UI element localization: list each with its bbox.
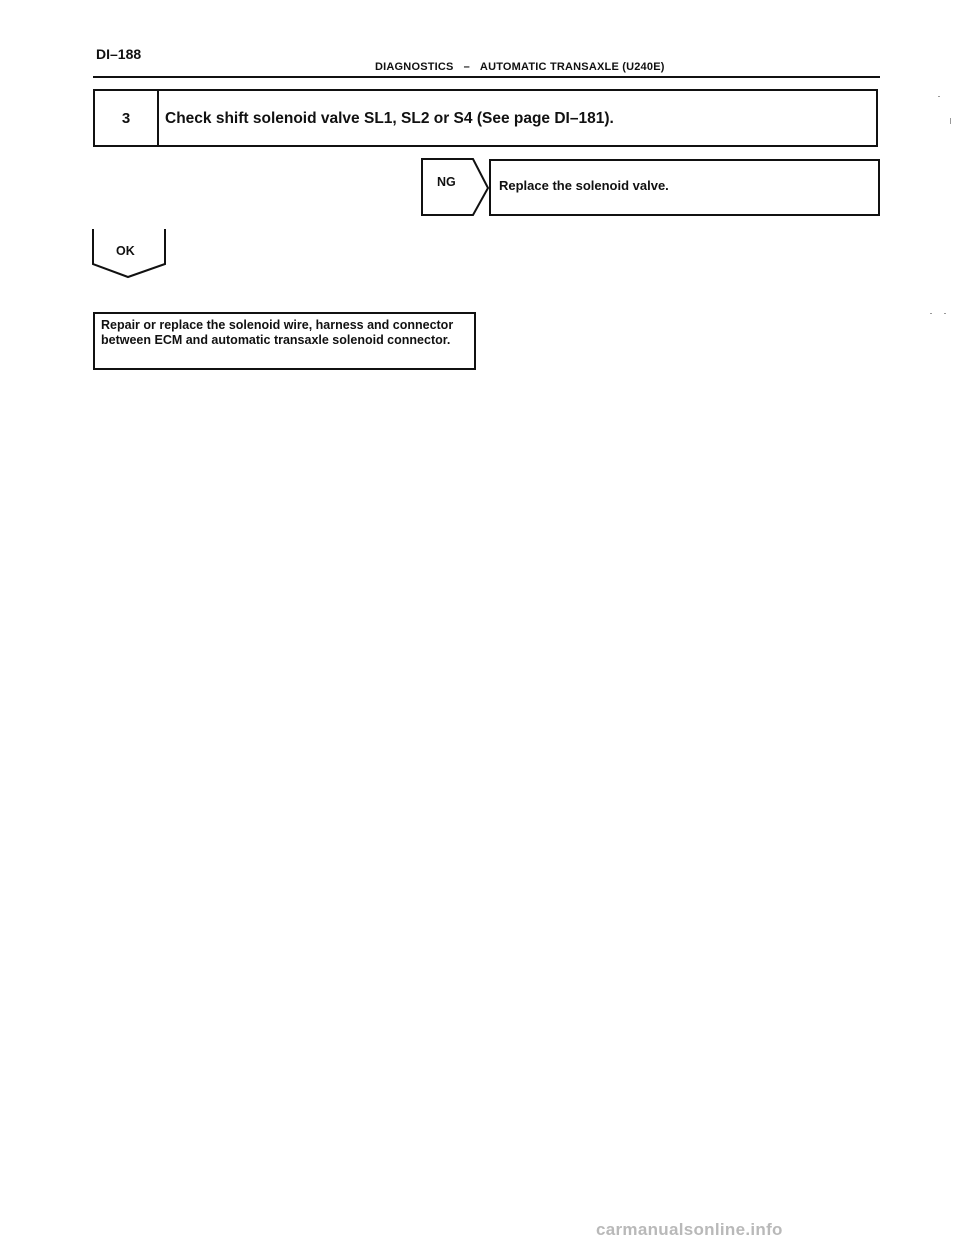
header-subsection: AUTOMATIC TRANSAXLE (U240E)	[479, 61, 665, 73]
scan-speck	[938, 96, 940, 97]
header-section: DIAGNOSTICS	[375, 61, 454, 73]
ng-label: NG	[437, 175, 456, 189]
ng-result-text: Replace the solenoid valve.	[499, 178, 669, 193]
scan-speck	[944, 313, 946, 314]
ng-tab	[421, 158, 493, 218]
header-separator: –	[463, 61, 470, 73]
watermark: carmanualsonline.info	[596, 1220, 783, 1239]
page-number: DI–188	[96, 46, 142, 62]
header-title	[375, 61, 665, 73]
step-instruction: Check shift solenoid valve SL1, SL2 or S4 (See page DI–181).	[165, 110, 614, 127]
ng-result-box	[489, 159, 880, 216]
ok-label: OK	[116, 244, 135, 258]
scan-speck	[930, 313, 932, 314]
header-rule	[93, 76, 880, 78]
step-box	[93, 89, 878, 147]
ok-action-box	[93, 312, 476, 370]
scan-speck	[950, 118, 951, 124]
ok-action-text: Repair or replace the solenoid wire, harness and connector between ECM and automatic transaxle solenoid connector.	[101, 318, 454, 347]
step-number: 3	[95, 91, 159, 145]
